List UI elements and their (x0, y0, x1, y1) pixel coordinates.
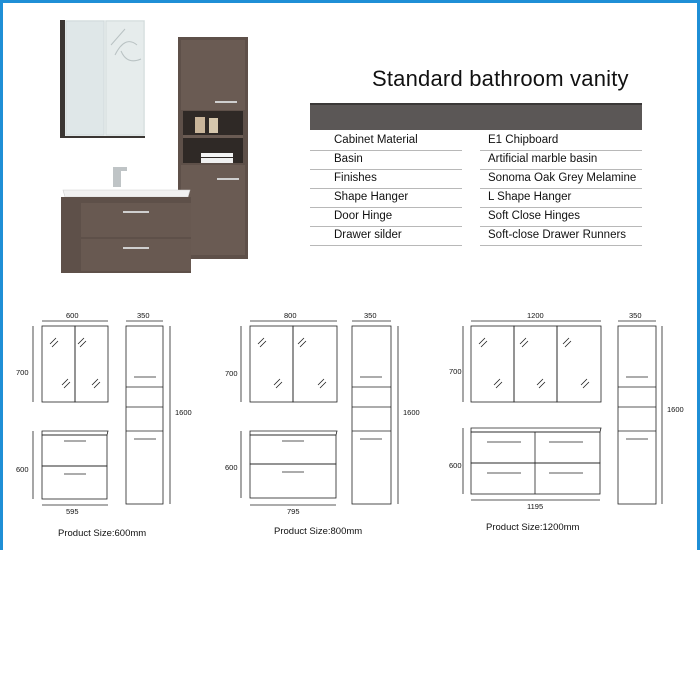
vanity-height-label: 600 (16, 465, 29, 474)
spec-row (310, 170, 642, 189)
vanity-height-label: 600 (225, 463, 238, 472)
column-width-label: 350 (364, 311, 377, 320)
spec-value: L Shape Hanger (488, 191, 572, 203)
column-height-label: 1600 (667, 405, 684, 414)
spec-value: Soft Close Hinges (488, 210, 581, 222)
column-height-label: 1600 (403, 408, 420, 417)
mirror-height-label: 700 (225, 369, 238, 378)
product-photo (55, 15, 255, 277)
spec-label: Cabinet Material (334, 134, 418, 146)
vanity-height-label: 600 (449, 461, 462, 470)
mirror-width-label: 600 (66, 311, 79, 320)
spec-header-bar (310, 103, 642, 130)
spec-label: Drawer silder (334, 229, 402, 241)
spec-label: Finishes (334, 172, 377, 184)
spec-label: Shape Hanger (334, 191, 409, 203)
spec-row (310, 151, 642, 170)
mirror-width-label: 800 (284, 311, 297, 320)
spec-row (310, 132, 642, 151)
spec-value: Soft-close Drawer Runners (488, 229, 627, 241)
technical-drawings (0, 300, 700, 550)
page-title: Standard bathroom vanity (372, 66, 629, 91)
spec-value: Sonoma Oak Grey Melamine (488, 172, 637, 184)
mirror-height-label: 700 (16, 368, 29, 377)
vanity-width-label: 595 (66, 507, 79, 516)
vanity-width-label: 795 (287, 507, 300, 516)
product-size-caption: Product Size:800mm (274, 526, 363, 537)
spec-row (310, 189, 642, 208)
spec-label: Basin (334, 153, 363, 165)
spec-row (310, 227, 642, 246)
product-size-caption: Product Size:1200mm (486, 522, 580, 533)
spec-label: Door Hinge (334, 210, 393, 222)
mirror-width-label: 1200 (527, 311, 544, 320)
spec-value: Artificial marble basin (488, 153, 598, 165)
column-width-label: 350 (629, 311, 642, 320)
spec-value: E1 Chipboard (488, 134, 559, 146)
column-width-label: 350 (137, 311, 150, 320)
column-height-label: 1600 (175, 408, 192, 417)
mirror-height-label: 700 (449, 367, 462, 376)
spec-row (310, 208, 642, 227)
vanity-width-label: 1195 (527, 502, 544, 511)
product-size-caption: Product Size:600mm (58, 528, 147, 539)
